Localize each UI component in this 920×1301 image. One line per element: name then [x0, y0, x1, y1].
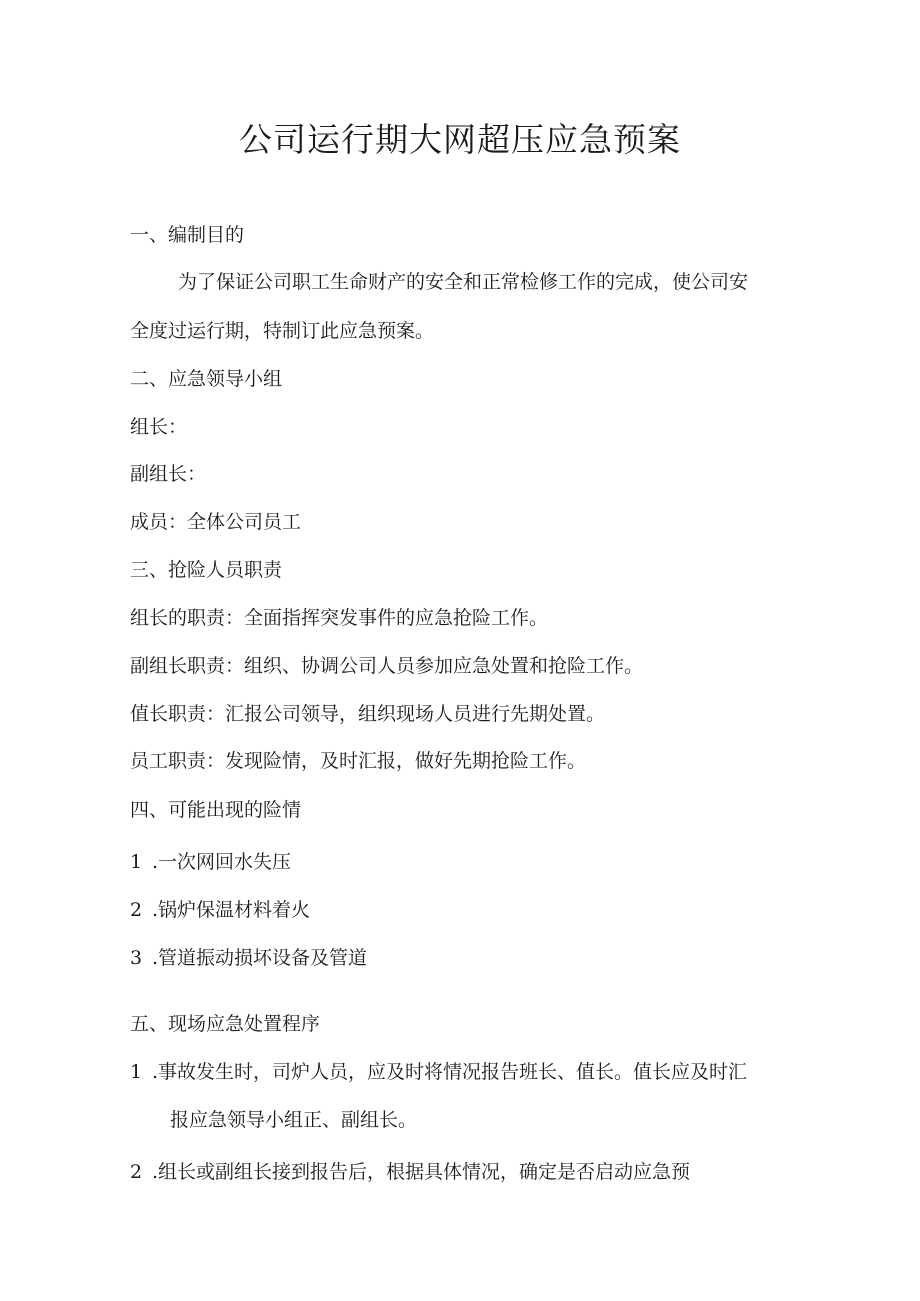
- leader-line: 组长：: [130, 416, 188, 438]
- section-4-heading: 四、可能出现的险情: [130, 799, 302, 821]
- risk-item-number: 2: [130, 899, 143, 921]
- procedure-item-number: 2: [130, 1161, 143, 1183]
- risk-item: [130, 849, 291, 875]
- procedure-item: [130, 1159, 690, 1185]
- section-1-paragraph-line-1: 为了保证公司职工生命财产的安全和正常检修工作的完成，使公司安: [178, 271, 749, 293]
- duty-line-leader: 组长的职责：全面指挥突发事件的应急抢险工作。: [130, 607, 549, 629]
- procedure-item-text: .组长或副组长接到报告后，根据具体情况，确定是否启动应急预: [152, 1161, 691, 1183]
- duty-line-deputy: 副组长职责：组织、协调公司人员参加应急处置和抢险工作。: [130, 655, 644, 677]
- section-1-paragraph-line-2: 全度过运行期，特制订此应急预案。: [130, 320, 435, 342]
- risk-item-text: .一次网回水失压: [152, 851, 292, 873]
- procedure-item: [130, 1059, 747, 1085]
- risk-item-text: .管道振动损坏设备及管道: [152, 947, 368, 969]
- section-3-heading: 三、抢险人员职责: [130, 559, 283, 581]
- section-1-heading: 一、编制目的: [130, 224, 245, 246]
- procedure-item-continuation: 报应急领导小组正、副组长。: [170, 1109, 418, 1131]
- section-2-heading: 二、应急领导小组: [130, 368, 283, 390]
- duty-line-staff: 员工职责：发现险情，及时汇报，做好先期抢险工作。: [130, 750, 587, 772]
- risk-item-text: .锅炉保温材料着火: [152, 899, 311, 921]
- duty-line-shift-leader: 值长职责：汇报公司领导，组织现场人员进行先期处置。: [130, 703, 606, 725]
- procedure-item-text: .事故发生时，司炉人员，应及时将情况报告班长、值长。值长应及时汇: [152, 1061, 748, 1083]
- procedure-item-number: 1: [130, 1061, 143, 1083]
- section-5-heading: 五、现场应急处置程序: [130, 1013, 321, 1035]
- risk-item-number: 3: [130, 947, 143, 969]
- risk-item: [130, 897, 310, 923]
- document-title: 公司运行期大网超压应急预案: [239, 120, 681, 159]
- members-line: 成员：全体公司员工: [130, 511, 302, 533]
- risk-item-number: 1: [130, 851, 143, 873]
- risk-item: [130, 945, 367, 971]
- deputy-leader-line: 副组长：: [130, 463, 207, 485]
